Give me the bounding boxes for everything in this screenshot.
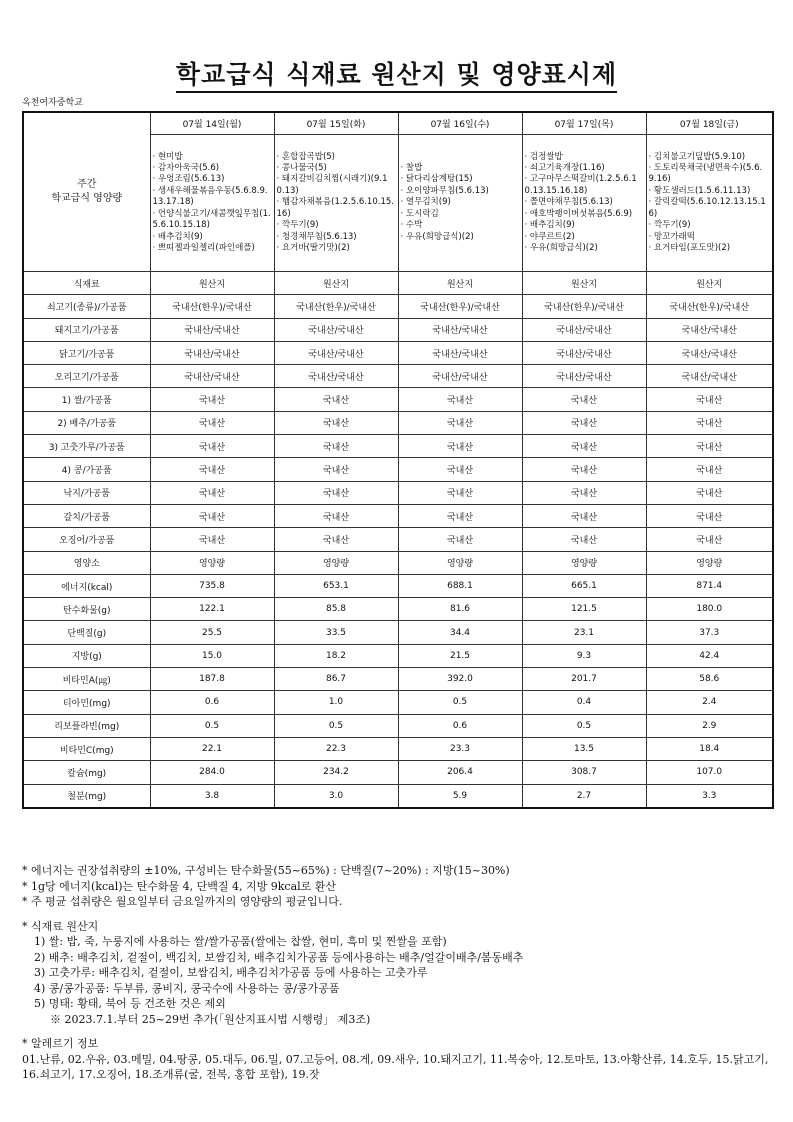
nutrient-row [23,598,773,621]
cell-value: 국내산/국내산 [646,341,773,364]
row-label: 티아민(mg) [23,691,150,714]
day-header: 07월 17일(목) [522,112,646,135]
row-label: 갈치/가공품 [23,504,150,527]
cell-value: 81.6 [398,598,522,621]
notes [22,863,782,1083]
origin-row [23,435,773,458]
day-header: 07월 18일(금) [646,112,773,135]
origin-row [23,318,773,341]
cell-value: 23.3 [398,737,522,760]
cell-value: 국내산 [398,528,522,551]
cell-value: 0.5 [522,714,646,737]
cell-value: 국내산(한우)/국내산 [274,295,398,318]
menu-item: · 도시락김 [400,208,439,219]
school-name: 옥천여자중학교 [22,98,83,108]
nutrient-row [23,784,773,808]
cell-value: 국내산/국내산 [398,341,522,364]
cell-value: 국내산/국내산 [150,318,274,341]
menu-item: · 찰밥 [400,163,423,174]
nutrient-row [23,668,773,691]
cell-value: 국내산/국내산 [150,365,274,388]
cell-value: 21.5 [398,644,522,667]
cell-value: 국내산/국내산 [646,365,773,388]
menu-item: · 황도샐러드(1.5.6.11.13) [648,185,751,196]
cell-value: 국내산(한우)/국내산 [398,295,522,318]
cell-value: 국내산 [150,458,274,481]
row-label: 에너지(kcal) [23,574,150,597]
row-label: 돼지고기/가공품 [23,318,150,341]
cell-value: 국내산/국내산 [274,318,398,341]
menu-item: · 현미밥 [152,151,183,162]
menu-item: · 배추김치(9) [524,220,575,231]
day-menu [150,135,274,272]
row-label: 단백질(g) [23,621,150,644]
cell-value: 국내산 [150,411,274,434]
allergy-list: 01.난류, 02.우유, 03.메밀, 04.땅콩, 05.대두, 06.밀, 07.고등어, 08.게, 09.새우, 10.돼지고기, 11.복숭아, 12.토마토, 13.아황산류, 14.호두, 15.닭고기, 16.쇠고기, 17.오징어, 18.조개류(굴, 전복, 홍합 포함), 19.잣 [22,1052,769,1081]
menu-item: · 망꼬가래떡 [648,231,695,242]
row-label: 1) 쌀/가공품 [23,388,150,411]
cell-value: 국내산 [398,458,522,481]
cell-value: 국내산 [274,481,398,504]
origin-title: * 식재료 원산지 [22,919,99,933]
cell-value: 1.0 [274,691,398,714]
day-menu [522,135,646,272]
cell-value: 22.3 [274,737,398,760]
menu-item: · 깍두기(9) [276,220,319,231]
row-label: 2) 배추/가공품 [23,411,150,434]
menu-item: · 생새우해물볶음우동(5.6.8.9.13.17.18) [152,185,268,208]
menu-item: · 요거타임(포도맛)(2) [648,242,731,253]
note-energy: * 에너지는 권장섭취량의 ±10%, 구성비는 탄수화물(55~65%) : 단백질(7~20%) : 지방(15~30%) [22,864,510,877]
row-label: 철분(mg) [23,784,150,808]
nutrient-row [23,761,773,784]
origin-row [23,458,773,481]
cell-value: 원산지 [522,272,646,295]
origin-row [23,481,773,504]
cell-value: 2.7 [522,784,646,808]
menu-item: · 청경채무침(5.6.13) [276,231,357,242]
cell-value: 688.1 [398,574,522,597]
menu-item: · 수박 [400,220,423,231]
menu-item: · 검정쌀밥 [524,151,563,162]
cell-value: 국내산(한우)/국내산 [150,295,274,318]
row-label: 탄수화물(g) [23,598,150,621]
cell-value: 원산지 [150,272,274,295]
origin-note-6: ※ 2023.7.1.부터 25~29번 추가(「원산지표시법 시행령」 제3조) [50,1012,371,1026]
cell-value: 원산지 [646,272,773,295]
nutrient-row [23,691,773,714]
menu-item: · 배추김치(9) [152,231,203,242]
cell-value: 284.0 [150,761,274,784]
cell-value: 영양량 [274,551,398,574]
allergy-title: * 알레르기 정보 [22,1037,99,1050]
menu-item: · 우엉조림(5.6.13) [152,174,225,185]
row-label: 쇠고기(종류)/가공품 [23,295,150,318]
origin-note-4: 4) 콩/콩가공품: 두부류, 콩비지, 콩국수에 사용하는 콩/콩가공품 [34,981,340,995]
cell-value: 18.4 [646,737,773,760]
note-average: * 주 평균 섭취량은 월요일부터 금요일까지의 영양량의 평균입니다. [22,895,343,908]
menu-item: · 언양식불고기/새콤깻잎무침(1.5.6.10.15.18) [152,208,271,231]
cell-value: 58.6 [646,668,773,691]
cell-value: 국내산/국내산 [522,365,646,388]
menu-item: · 갈릭칼떡(5.6.10.12.13.15.16) [648,197,766,219]
origin-note-3: 3) 고춧가루: 배추김치, 겉절이, 보쌈김치, 배추김치가공품 등에 사용하는 고춧가루 [34,966,428,979]
origin-row [23,411,773,434]
cell-value: 국내산/국내산 [398,365,522,388]
menu-item: · 혼합잡곡밥(5) [276,151,335,162]
nutrient-row [23,714,773,737]
cell-value: 180.0 [646,598,773,621]
cell-value: 0.5 [274,714,398,737]
cell-value: 9.3 [522,644,646,667]
menu-item: · 김치불고기덮밥(5.9.10) [648,151,746,162]
cell-value: 국내산 [150,435,274,458]
cell-value: 국내산 [150,481,274,504]
cell-value: 국내산 [522,504,646,527]
row-label: 칼슘(mg) [23,761,150,784]
row-label: 4) 콩/가공품 [23,458,150,481]
cell-value: 국내산 [522,528,646,551]
weekly-nutrition-label: 주간 학교급식 영양량 [23,112,150,272]
cell-value: 국내산 [150,528,274,551]
cell-value: 86.7 [274,668,398,691]
menu-item: · 야쿠르트(2) [524,231,575,242]
cell-value: 3.8 [150,784,274,808]
date-row [23,112,773,135]
origin-header-row [23,272,773,295]
origin-row [23,295,773,318]
cell-value: 영양량 [150,551,274,574]
origin-note-1: 1) 쌀: 밥, 죽, 누룽지에 사용하는 쌀/쌀가공품(쌀에는 찹쌀, 현미, 흑미 및 찐쌀을 포함) [34,935,447,948]
cell-value: 22.1 [150,737,274,760]
row-label: 닭고기/가공품 [23,341,150,364]
cell-value: 0.6 [398,714,522,737]
cell-value: 0.5 [150,714,274,737]
cell-value: 234.2 [274,761,398,784]
row-label: 지방(g) [23,644,150,667]
note-conversion: * 1g당 에너지(kcal)는 탄수화물 4, 단백질 4, 지방 9kcal로 환산 [22,879,337,893]
nutrient-row [23,644,773,667]
day-header: 07월 15일(화) [274,112,398,135]
origin-row [23,504,773,527]
cell-value: 국내산/국내산 [398,318,522,341]
cell-value: 국내산 [398,435,522,458]
cell-value: 국내산 [646,458,773,481]
origin-row [23,388,773,411]
cell-value: 122.1 [150,598,274,621]
cell-value: 23.1 [522,621,646,644]
row-label: 오리고기/가공품 [23,365,150,388]
row-label: 비타민A(㎍) [23,668,150,691]
menu-item: · 도토리묵채국(냉면육수)(5.6.9.16) [648,163,763,185]
cell-value: 국내산/국내산 [522,341,646,364]
menu-item: · 햄감자채볶음(1.2.5.6.10.15.16) [276,197,394,219]
cell-value: 34.4 [398,621,522,644]
cell-value: 15.0 [150,644,274,667]
cell-value: 국내산(한우)/국내산 [646,295,773,318]
cell-value: 국내산/국내산 [150,341,274,364]
row-label: 낙지/가공품 [23,481,150,504]
menu-item: · 쇠고기육개장(1.16) [524,163,605,174]
cell-value: 국내산 [398,388,522,411]
cell-value: 121.5 [522,598,646,621]
cell-value: 국내산 [150,388,274,411]
cell-value: 원산지 [398,272,522,295]
row-label: 영양소 [23,551,150,574]
day-header: 07월 16일(수) [398,112,522,135]
cell-value: 국내산 [646,481,773,504]
menu-item: · 우유(희망급식)(2) [400,231,474,242]
cell-value: 33.5 [274,621,398,644]
cell-value: 0.5 [398,691,522,714]
menu-item: · 돼지갈비김치찜(시래기)(9.10.13) [276,174,388,196]
cell-value: 국내산 [398,504,522,527]
cell-value: 국내산 [274,435,398,458]
day-menu [274,135,398,272]
cell-value: 국내산/국내산 [274,365,398,388]
nutrient-header-row [23,551,773,574]
cell-value: 18.2 [274,644,398,667]
cell-value: 3.0 [274,784,398,808]
menu-item: · 감자아욱국(5.6) [152,163,220,174]
row-label: 오징어/가공품 [23,528,150,551]
menu-item: · 콩나물국(5) [276,163,327,174]
menu-item: · 우유(희망급식)(2) [524,242,598,253]
cell-value: 영양량 [398,551,522,574]
cell-value: 653.1 [274,574,398,597]
menu-item: · 깍두기(9) [648,220,691,231]
cell-value: 187.8 [150,668,274,691]
cell-value: 국내산 [398,411,522,434]
cell-value: 871.4 [646,574,773,597]
cell-value: 13.5 [522,737,646,760]
cell-value: 3.3 [646,784,773,808]
page-title: 학교급식 식재료 원산지 및 영양표시제 [0,55,793,91]
cell-value: 25.5 [150,621,274,644]
cell-value: 영양량 [646,551,773,574]
cell-value: 5.9 [398,784,522,808]
cell-value: 735.8 [150,574,274,597]
cell-value: 국내산(한우)/국내산 [522,295,646,318]
origin-note-2: 2) 배추: 배추김치, 겉절이, 백김치, 보쌈김치, 배추김치가공품 등에사용하는 배추/얼갈이배추/봄동배추 [34,950,524,964]
cell-value: 국내산 [522,435,646,458]
cell-value: 201.7 [522,668,646,691]
cell-value: 국내산 [274,528,398,551]
cell-value: 국내산 [646,411,773,434]
origin-row [23,365,773,388]
origin-row [23,341,773,364]
row-label: 3) 고춧가루/가공품 [23,435,150,458]
cell-value: 392.0 [398,668,522,691]
cell-value: 국내산/국내산 [274,341,398,364]
menu-item: · 쁘띠젤과일젤리(파인애플) [152,242,255,253]
cell-value: 2.9 [646,714,773,737]
cell-value: 국내산 [646,504,773,527]
cell-value: 국내산/국내산 [522,318,646,341]
cell-value: 국내산 [398,481,522,504]
cell-value: 국내산 [646,388,773,411]
cell-value: 국내산 [522,388,646,411]
day-menu [646,135,773,272]
origin-note-5: 5) 명태: 황태, 북어 등 건조한 것은 제외 [34,997,226,1010]
cell-value: 국내산 [646,435,773,458]
cell-value: 국내산 [274,458,398,481]
origin-row [23,528,773,551]
cell-value: 107.0 [646,761,773,784]
nutrient-row [23,621,773,644]
cell-value: 665.1 [522,574,646,597]
cell-value: 국내산 [646,528,773,551]
meal-table [22,111,774,809]
cell-value: 국내산 [274,504,398,527]
menu-item: · 요거바(딸기맛)(2) [276,242,350,253]
cell-value: 국내산 [274,411,398,434]
cell-value: 영양량 [522,551,646,574]
menu-item: · 오이양파무침(5.6.13) [400,185,489,196]
menu-item: · 고구마무스떡갈비(1.2.5.6.10.13.15.16.18) [524,174,637,196]
menu-item: · 닭다리삼계탕(15) [400,174,473,185]
cell-value: 국내산 [150,504,274,527]
row-label: 비타민C(mg) [23,737,150,760]
cell-value: 37.3 [646,621,773,644]
cell-value: 국내산 [522,411,646,434]
day-menu [398,135,522,272]
cell-value: 0.4 [522,691,646,714]
cell-value: 308.7 [522,761,646,784]
cell-value: 85.8 [274,598,398,621]
nutrient-row [23,574,773,597]
nutrient-row [23,737,773,760]
cell-value: 국내산 [522,458,646,481]
cell-value: 국내산/국내산 [646,318,773,341]
cell-value: 0.6 [150,691,274,714]
cell-value: 2.4 [646,691,773,714]
menu-item: · 쫄면야채무침(5.6.13) [524,197,613,208]
cell-value: 42.4 [646,644,773,667]
cell-value: 국내산 [522,481,646,504]
row-label: 리보플라빈(mg) [23,714,150,737]
cell-value: 국내산 [274,388,398,411]
row-label: 식재료 [23,272,150,295]
cell-value: 원산지 [274,272,398,295]
menu-item: · 열무김치(9) [400,197,451,208]
cell-value: 206.4 [398,761,522,784]
day-header: 07월 14일(월) [150,112,274,135]
menu-item: · 애호박팽이버섯볶음(5.6.9) [524,208,633,219]
